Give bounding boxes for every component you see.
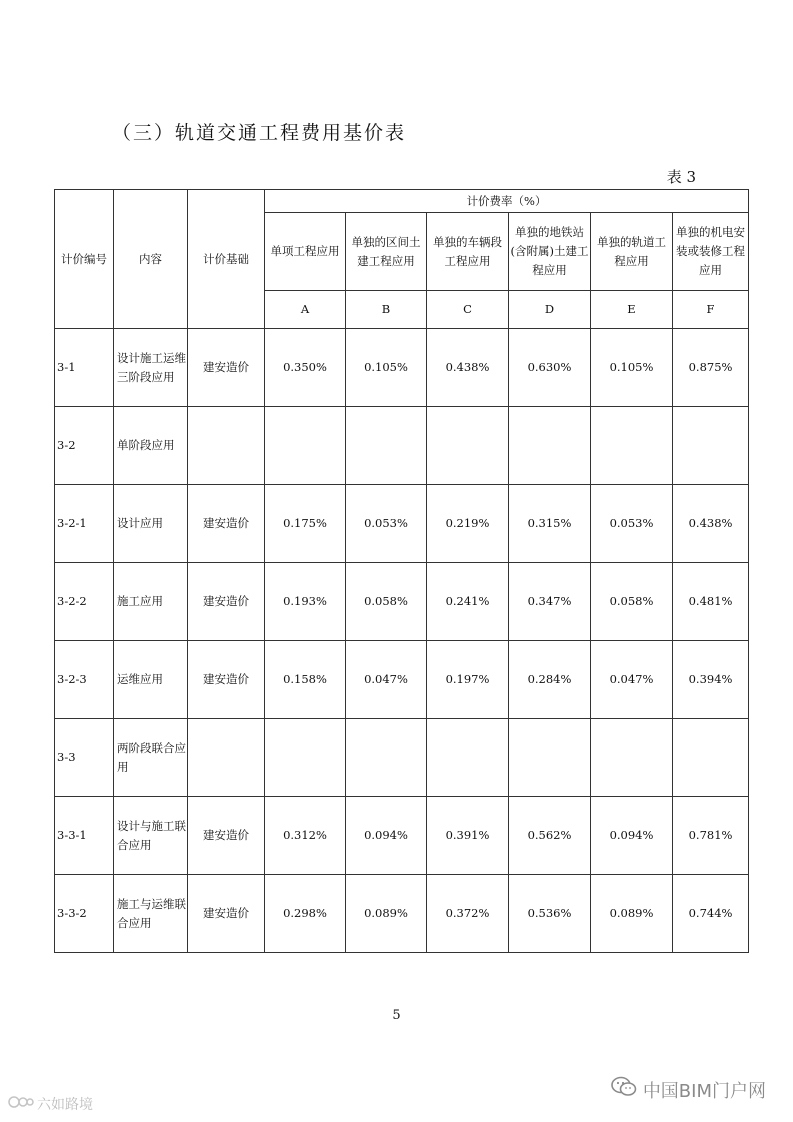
row-content: 两阶段联合应用: [114, 719, 188, 797]
rate-cell: [591, 407, 673, 485]
row-basis: 建安造价: [188, 485, 265, 563]
rate-cell: 0.350%: [265, 329, 346, 407]
rate-cell: 0.058%: [346, 563, 427, 641]
header-content: 内容: [114, 190, 188, 329]
header-sub: 单独的车辆段工程应用: [427, 213, 509, 291]
rate-cell: 0.193%: [265, 563, 346, 641]
fee-table: [54, 189, 749, 953]
rate-cell: 0.781%: [673, 797, 749, 875]
rate-cell: 0.347%: [509, 563, 591, 641]
header-letter: F: [673, 291, 749, 329]
row-content: 设计应用: [114, 485, 188, 563]
rate-cell: [346, 407, 427, 485]
rate-cell: 0.481%: [673, 563, 749, 641]
rate-cell: 0.312%: [265, 797, 346, 875]
row-code: 3-2-3: [55, 641, 114, 719]
rate-cell: 0.394%: [673, 641, 749, 719]
row-basis: 建安造价: [188, 563, 265, 641]
row-code: 3-2-1: [55, 485, 114, 563]
rate-cell: 0.105%: [591, 329, 673, 407]
header-sub: 单独的轨道工程应用: [591, 213, 673, 291]
rate-cell: [673, 407, 749, 485]
header-letter: E: [591, 291, 673, 329]
watermark-logo-icon: [8, 1094, 34, 1114]
rate-cell: 0.047%: [591, 641, 673, 719]
header-sub: 单独的地铁站(含附属)土建工程应用: [509, 213, 591, 291]
rate-cell: 0.284%: [509, 641, 591, 719]
watermark-left-text: 六如路境: [37, 1097, 93, 1113]
rate-cell: 0.315%: [509, 485, 591, 563]
header-sub: 单独的机电安装或装修工程应用: [673, 213, 749, 291]
row-code: 3-2-2: [55, 563, 114, 641]
rate-cell: 0.438%: [427, 329, 509, 407]
rate-cell: [591, 719, 673, 797]
row-content: 施工与运维联合应用: [114, 875, 188, 953]
rate-cell: [427, 719, 509, 797]
row-content: 运维应用: [114, 641, 188, 719]
row-code: 3-3-1: [55, 797, 114, 875]
watermark-right: [611, 1076, 766, 1103]
rate-cell: 0.536%: [509, 875, 591, 953]
rate-cell: 0.094%: [346, 797, 427, 875]
rate-cell: 0.105%: [346, 329, 427, 407]
row-basis: 建安造价: [188, 797, 265, 875]
header-rate-group: 计价费率（%）: [265, 190, 749, 213]
rate-cell: 0.744%: [673, 875, 749, 953]
table-row: [55, 875, 749, 953]
table-row: [55, 407, 749, 485]
table-row: [55, 719, 749, 797]
header-letter: A: [265, 291, 346, 329]
watermark-left: [8, 1094, 93, 1114]
header-sub: 单独的区间土建工程应用: [346, 213, 427, 291]
row-code: 3-3: [55, 719, 114, 797]
row-code: 3-1: [55, 329, 114, 407]
rate-cell: 0.438%: [673, 485, 749, 563]
rate-cell: 0.197%: [427, 641, 509, 719]
rate-cell: 0.089%: [591, 875, 673, 953]
rate-cell: [346, 719, 427, 797]
row-basis: 建安造价: [188, 641, 265, 719]
row-content: 施工应用: [114, 563, 188, 641]
page-number: 5: [392, 1008, 401, 1023]
rate-cell: 0.391%: [427, 797, 509, 875]
row-content: 单阶段应用: [114, 407, 188, 485]
table-row: [55, 563, 749, 641]
header-code: 计价编号: [55, 190, 114, 329]
wechat-icon: [611, 1076, 637, 1103]
row-basis: [188, 719, 265, 797]
table-row: [55, 329, 749, 407]
rate-cell: 0.298%: [265, 875, 346, 953]
rate-cell: 0.089%: [346, 875, 427, 953]
table-body: [55, 329, 749, 953]
rate-cell: 0.175%: [265, 485, 346, 563]
rate-cell: 0.875%: [673, 329, 749, 407]
row-content: 设计与施工联合应用: [114, 797, 188, 875]
rate-cell: 0.053%: [591, 485, 673, 563]
header-basis: 计价基础: [188, 190, 265, 329]
header-letter: C: [427, 291, 509, 329]
rate-cell: [265, 407, 346, 485]
rate-cell: 0.219%: [427, 485, 509, 563]
rate-cell: 0.158%: [265, 641, 346, 719]
table-row: [55, 485, 749, 563]
rate-cell: [509, 407, 591, 485]
rate-cell: [427, 407, 509, 485]
row-code: 3-3-2: [55, 875, 114, 953]
rate-cell: 0.047%: [346, 641, 427, 719]
watermark-right-text: 中国BIM门户网: [642, 1080, 766, 1102]
rate-cell: [265, 719, 346, 797]
row-code: 3-2: [55, 407, 114, 485]
header-sub: 单项工程应用: [265, 213, 346, 291]
header-letter: D: [509, 291, 591, 329]
row-basis: 建安造价: [188, 329, 265, 407]
table-number: 表 3: [666, 168, 696, 186]
rate-cell: 0.372%: [427, 875, 509, 953]
row-basis: [188, 407, 265, 485]
rate-cell: [509, 719, 591, 797]
rate-cell: 0.053%: [346, 485, 427, 563]
rate-cell: 0.630%: [509, 329, 591, 407]
rate-cell: 0.094%: [591, 797, 673, 875]
row-basis: 建安造价: [188, 875, 265, 953]
rate-cell: 0.241%: [427, 563, 509, 641]
page-title: （三）轨道交通工程费用基价表: [112, 122, 407, 144]
row-content: 设计施工运维三阶段应用: [114, 329, 188, 407]
header-letter: B: [346, 291, 427, 329]
table-row: [55, 797, 749, 875]
table-row: [55, 641, 749, 719]
rate-cell: [673, 719, 749, 797]
rate-cell: 0.058%: [591, 563, 673, 641]
rate-cell: 0.562%: [509, 797, 591, 875]
